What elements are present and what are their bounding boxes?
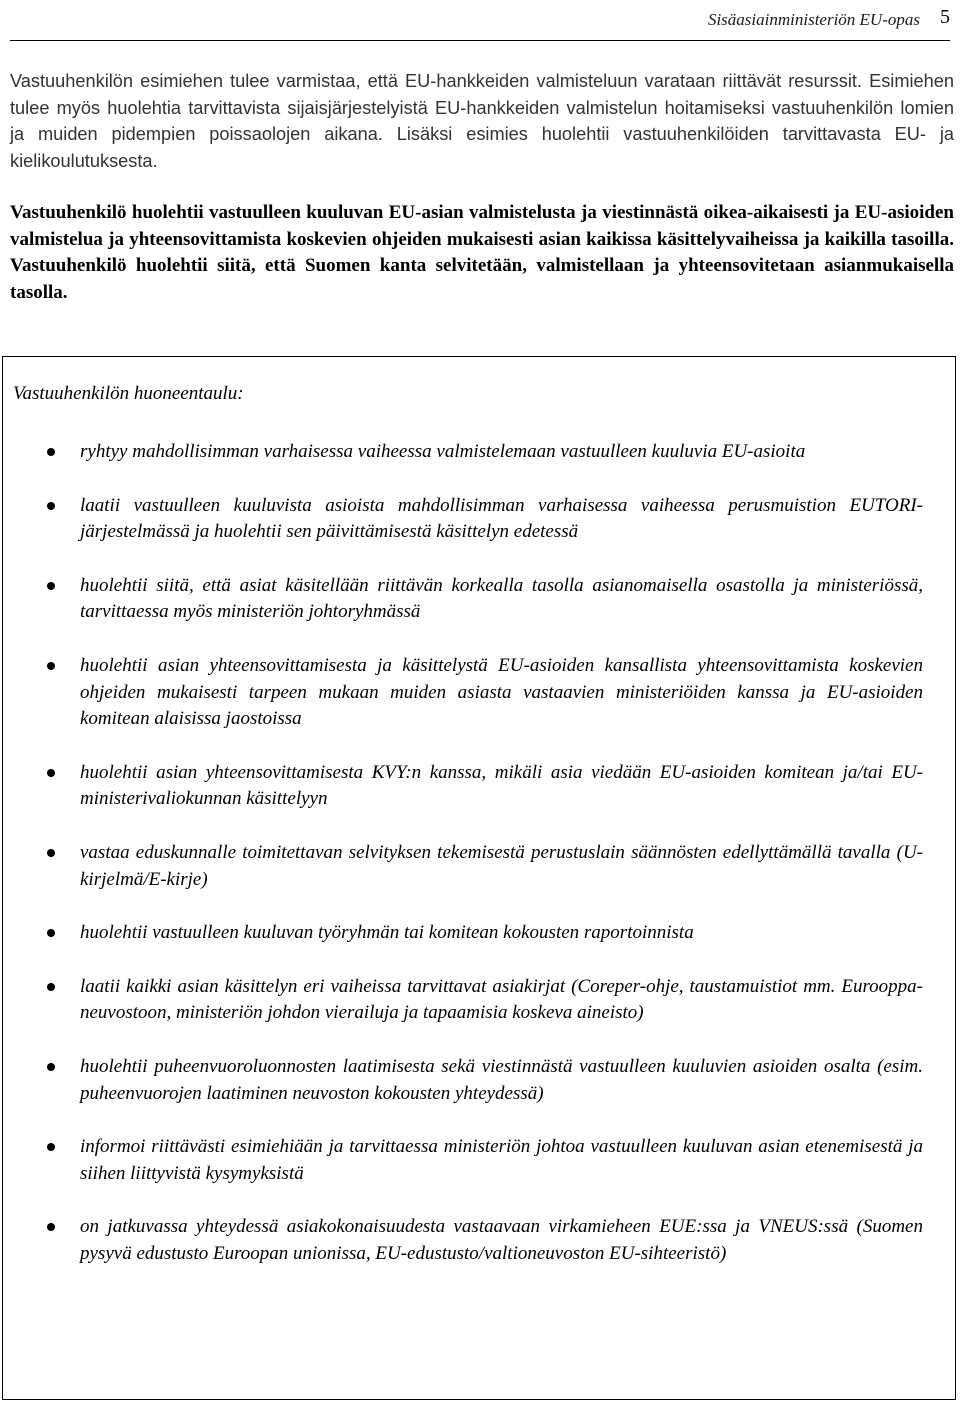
list-item bbox=[3, 920, 957, 947]
list-item bbox=[3, 439, 957, 466]
list-item-text: laatii kaikki asian käsittelyn eri vaiheissa tarvittavat asiakirjat (Coreper-ohje, taustamuistiot mm. Eurooppa-neuvostoon, ministeriön johdon vierailuja ja tapaamisia koskeva aineisto) bbox=[80, 975, 923, 1024]
list-item-text: vastaa eduskunnalle toimitettavan selvityksen tekemisestä perustuslain säännösten edellyttämällä tavalla (U-kirjelmä/E-kirje) bbox=[80, 841, 923, 890]
checklist bbox=[3, 439, 957, 1294]
list-item-text: laatii vastuulleen kuuluvista asioista mahdollisimman varhaisessa vaiheessa perusmuistion EUTORI-järjestelmässä ja huolehtii sen päivittämisestä käsittelyn edetessä bbox=[80, 494, 923, 543]
list-item-text: huolehtii asian yhteensovittamisesta KVY:n kanssa, mikäli asia viedään EU-asioiden komitean ja/tai EU-ministerivaliokunnan käsittelyyn bbox=[80, 761, 923, 810]
list-item bbox=[3, 493, 957, 546]
list-item-text: huolehtii vastuulleen kuuluvan työryhmän tai komitean kokousten raportoinnista bbox=[80, 922, 694, 944]
bullet-icon bbox=[47, 582, 55, 590]
header-title: Sisäasiainministeriön EU-opas bbox=[707, 10, 920, 29]
list-item bbox=[3, 1134, 957, 1187]
paragraph-supervisor: Vastuuhenkilön esimiehen tulee varmistaa, että EU-hankkeiden valmisteluun varataan riittävät resurssit. Esimiehen tulee myös huolehtia tarvittavista sijaisjärjestelyistä EU-hankkeiden valmistelun hoitamiseksi vastuuhenkilön lomien ja muiden pidempien poissaolojen aikana. Lisäksi esimies huolehtii vastuuhenkilöiden tarvittavasta EU- ja kielikoulutuksesta. bbox=[10, 71, 954, 171]
list-item-text: on jatkuvassa yhteydessä asiakokonaisuudesta vastaavaan virkamieheen EUE:ssa ja VNEUS:ssä (Suomen pysyvä edustusto Euroopan unionissa, EU-edustusto/valtioneuvoston EU-sihteeristö) bbox=[80, 1216, 923, 1264]
bullet-icon bbox=[47, 849, 55, 857]
page-number: 5 bbox=[940, 6, 950, 28]
bullet-icon bbox=[47, 769, 55, 777]
list-item-text: huolehtii siitä, että asiat käsitellään riittävän korkealla tasolla asianomaisella osastolla ja ministeriössä, tarvittaessa myös ministeriön johtoryhmässä bbox=[80, 574, 923, 623]
bullet-icon bbox=[47, 1223, 55, 1231]
bullet-icon bbox=[47, 929, 55, 937]
bullet-icon bbox=[47, 1063, 55, 1071]
list-item-text: huolehtii puheenvuoroluonnosten laatimisesta sekä viestinnästä vastuulleen kuuluvien asioiden osalta (esim. puheenvuorojen laatiminen neuvoston kokousten yhteydessä) bbox=[80, 1055, 923, 1104]
page-header bbox=[10, 4, 950, 41]
list-item bbox=[3, 1214, 957, 1267]
bullet-icon bbox=[47, 983, 55, 991]
list-item bbox=[3, 1054, 957, 1107]
checklist-box bbox=[2, 356, 956, 1400]
list-item bbox=[3, 974, 957, 1027]
paragraph-responsible-person: Vastuuhenkilö huolehtii vastuulleen kuuluvan EU-asian valmistelusta ja viestinnästä oikea-aikaisesti ja EU-asioiden valmistelua ja yhteensovittamista koskevien ohjeiden mukaisesti asian kaikissa käsittelyvaiheissa ja kaikilla tasoilla. Vastuuhenkilö huolehtii siitä, että Suomen kanta selvitetään, valmistellaan ja yhteensovitetaan asianmukaisella tasolla. bbox=[10, 202, 954, 303]
bullet-icon bbox=[47, 1143, 55, 1151]
list-item bbox=[3, 573, 957, 626]
bullet-icon bbox=[47, 448, 55, 456]
bullet-icon bbox=[47, 662, 55, 670]
box-title: Vastuuhenkilön huoneentaulu: bbox=[13, 383, 244, 404]
list-item bbox=[3, 760, 957, 813]
bullet-icon bbox=[47, 502, 55, 510]
list-item-text: informoi riittävästi esimiehiään ja tarvittaessa ministeriön johtoa vastuulleen kuuluvan asian etenemisestä ja siihen liittyvistä kysymyksistä bbox=[80, 1136, 923, 1184]
list-item bbox=[3, 653, 957, 733]
list-item-text: huolehtii asian yhteensovittamisesta ja käsittelystä EU-asioiden kansallista yhteensovittamista koskevien ohjeiden mukaisesti tarpeen mukaan muiden asiasta vastaavien ministeriöiden kanssa ja EU-asioiden komitean alaisissa jaostoissa bbox=[80, 654, 923, 730]
list-item bbox=[3, 840, 957, 893]
list-item-text: ryhtyy mahdollisimman varhaisessa vaiheessa valmistelemaan vastuulleen kuuluvia EU-asioita bbox=[80, 441, 806, 462]
